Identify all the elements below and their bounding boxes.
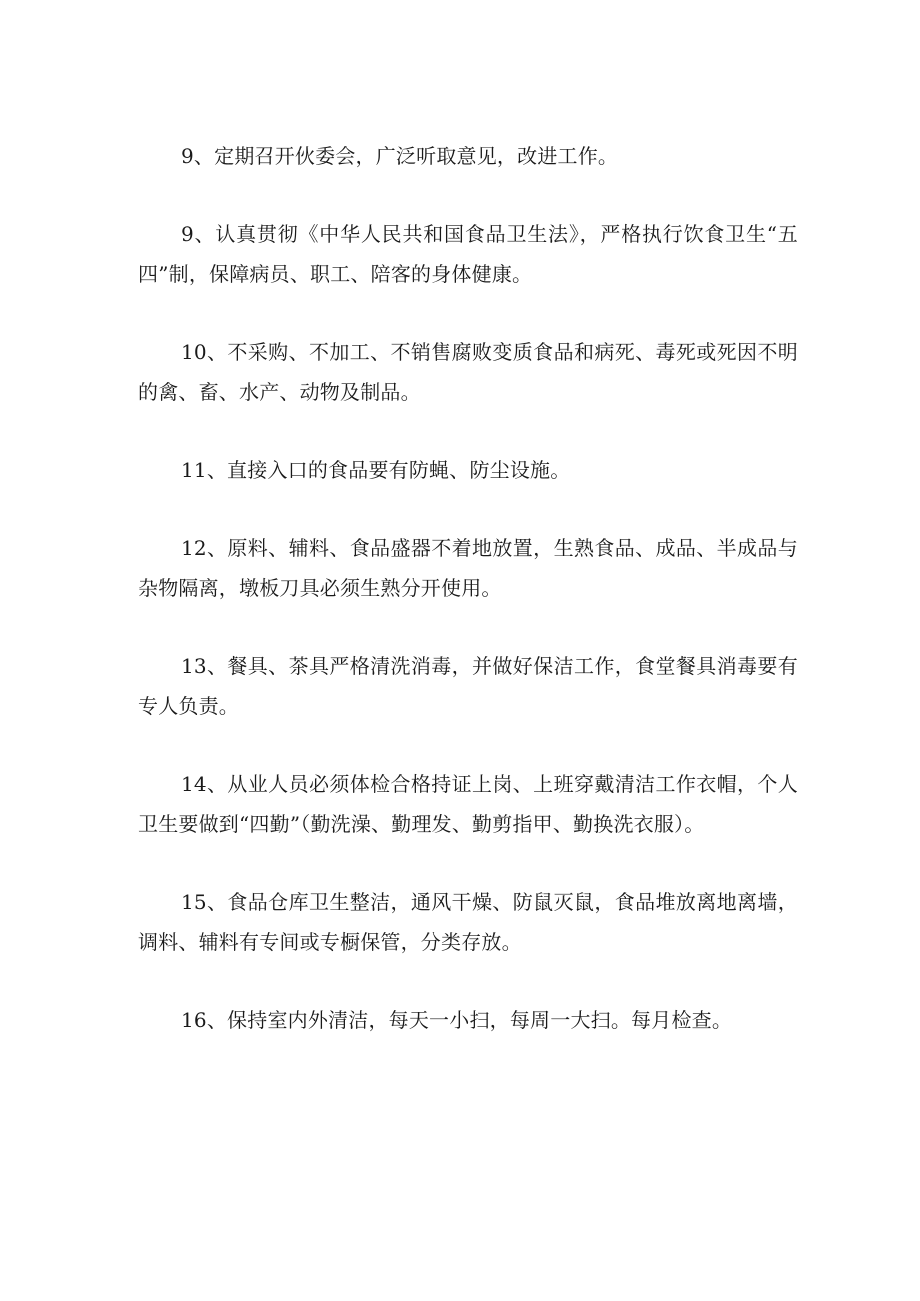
paragraph-item-12: 12、原料、辅料、食品盛器不着地放置，生熟食品、成品、半成品与杂物隔离，墩板刀具必须生熟分开使用。 bbox=[138, 536, 798, 600]
paragraph-item-9b: 9、认真贯彻《中华人民共和国食品卫生法》，严格执行饮食卫生“五四”制，保障病员、职工、陪客的身体健康。 bbox=[138, 222, 798, 286]
paragraph-item-11: 11、直接入口的食品要有防蝇、防尘设施。 bbox=[181, 458, 571, 482]
document-body bbox=[138, 136, 798, 1078]
paragraph-item-10: 10、不采购、不加工、不销售腐败变质食品和病死、毒死或死因不明的禽、畜、水产、动物及制品。 bbox=[138, 340, 798, 404]
paragraph-item-15: 15、食品仓库卫生整洁，通风干燥、防鼠灭鼠，食品堆放离地离墙，调料、辅料有专间或专橱保管，分类存放。 bbox=[138, 890, 798, 954]
paragraph-item-13: 13、餐具、茶具严格清洗消毒，并做好保洁工作，食堂餐具消毒要有专人负责。 bbox=[138, 654, 798, 718]
paragraph-item-9a: 9、定期召开伙委会，广泛听取意见，改进工作。 bbox=[181, 144, 619, 168]
paragraph-item-16: 16、保持室内外清洁，每天一小扫，每周一大扫。每月检查。 bbox=[181, 1008, 733, 1032]
paragraph-item-14: 14、从业人员必须体检合格持证上岗、上班穿戴清洁工作衣帽，个人卫生要做到“四勤”（勤洗澡、勤理发、勤剪指甲、勤换洗衣服）。 bbox=[138, 772, 798, 836]
